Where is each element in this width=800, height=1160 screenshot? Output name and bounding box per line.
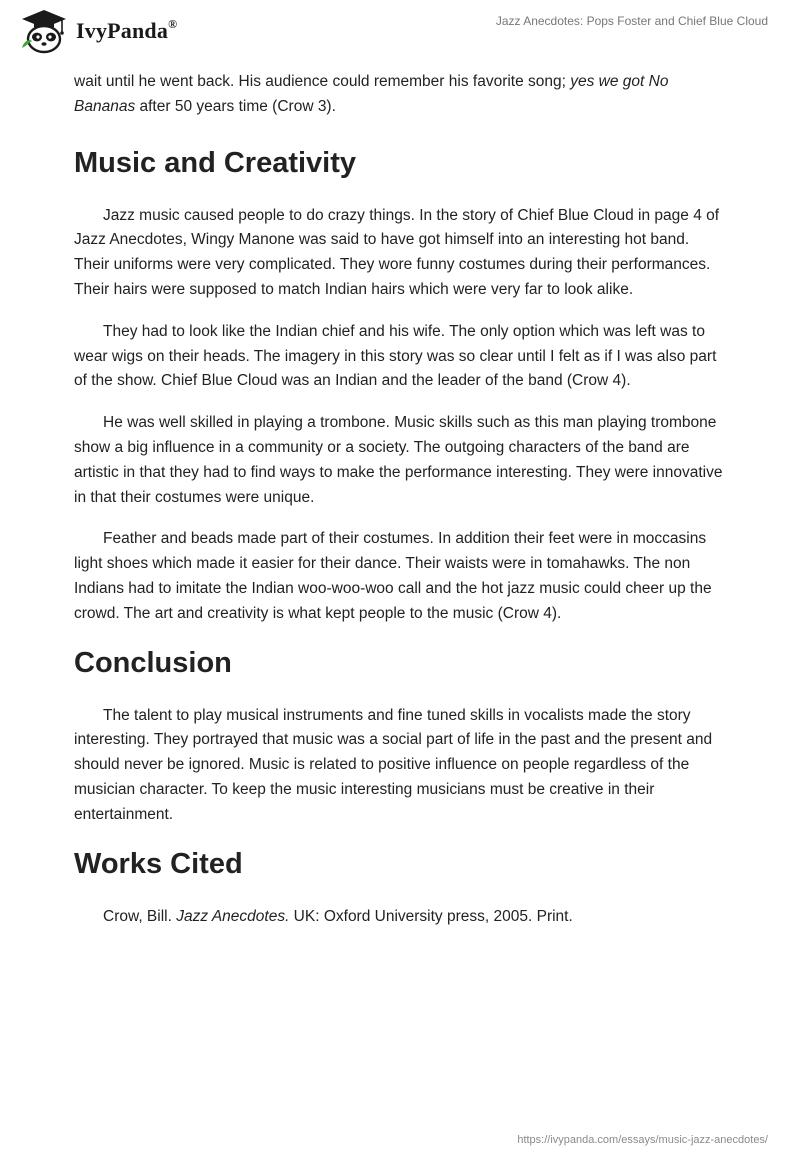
running-title: Jazz Anecdotes: Pops Foster and Chief Blue Cloud <box>495 14 768 28</box>
paragraph-music-2: They had to look like the Indian chief and his wife. The only option which was left was to wear wigs on their heads. The imagery in this story was so clear until I felt as if I was also part of the show. Chief Blue Cloud was an Indian and the leader of the band (Crow 4). <box>74 322 717 390</box>
heading-conclusion: Conclusion <box>74 646 232 679</box>
source-url[interactable]: https://ivypanda.com/essays/music-jazz-anecdotes/ <box>517 1134 768 1146</box>
paragraph-music-3: He was well skilled in playing a trombone. Music skills such as this man playing trombone show a big influence in a community or a society. The outgoing characters of the band are artistic in that they had to find ways to make the performance interesting. They were innovative in that their costumes were unique. <box>74 414 723 506</box>
heading-works-cited: Works Cited <box>74 847 243 880</box>
heading-music-and-creativity: Music and Creativity <box>74 146 357 179</box>
page-header <box>0 0 800 64</box>
panda-graduate-icon <box>16 8 72 54</box>
logo-wordmark: IvyPanda® <box>76 16 178 43</box>
citation-crow: Crow, Bill. Jazz Anecdotes. UK: Oxford University press, 2005. Print. <box>103 907 573 925</box>
paragraph-music-4: Feather and beads made part of their costumes. In addition their feet were in moccasins light shoes which made it easier for their dance. Their waists were in tomahawks. The non Indians had to imitate the Indian woo-woo-woo call and the hot jazz music could cheer up the crowd. The art and creativity is what kept people to the music (Crow 4). <box>74 530 712 622</box>
paragraph-music-1: Jazz music caused people to do crazy things. In the story of Chief Blue Cloud in page 4 of Jazz Anecdotes, Wingy Manone was said to have got himself into an interesting hot band. Their uniforms were very complicated. They wore funny costumes during their performances. Their hairs were supposed to match Indian hairs which were very far to look alike. <box>74 206 720 298</box>
paragraph-conclusion: The talent to play musical instruments and fine tuned skills in vocalists made the story interesting. They portrayed that music was a social part of life in the past and the present and should never be ignored. Music is related to positive influence on people regardless of the musician character. To keep the music interesting musicians must be creative in their entertainment. <box>74 706 713 823</box>
ivypanda-logo[interactable] <box>16 8 177 54</box>
essay-content <box>74 70 726 929</box>
intro-paragraph: wait until he went back. His audience could remember his favorite song; yes we got No Bananas after 50 years time (Crow 3). <box>74 73 669 115</box>
